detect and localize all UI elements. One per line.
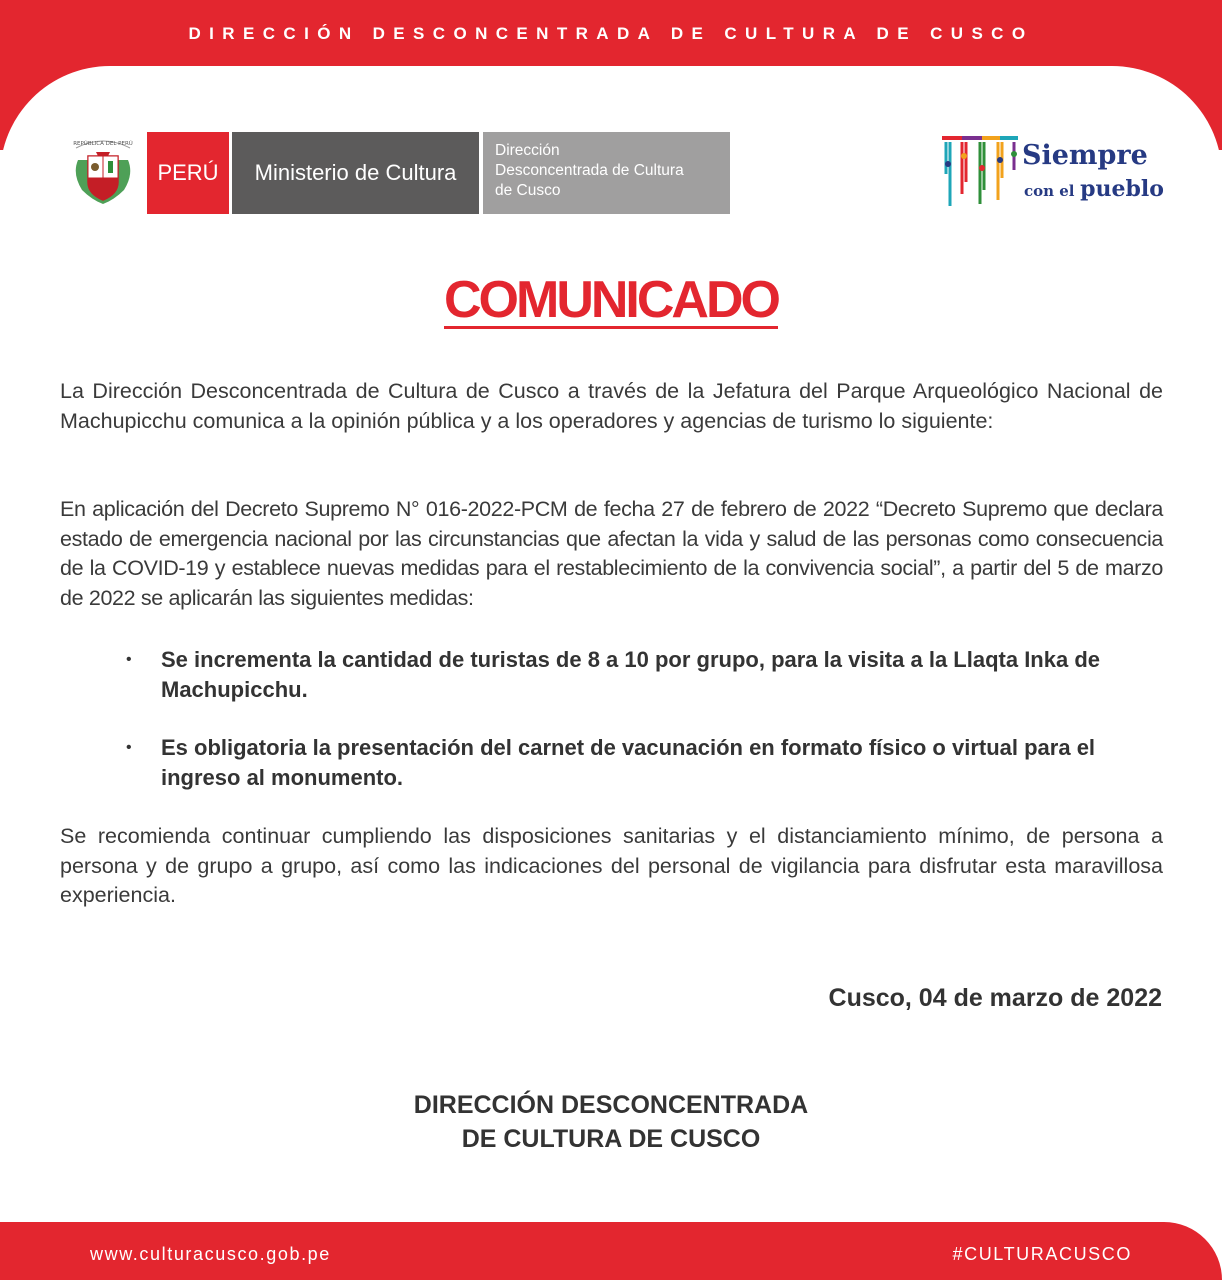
campaign-subtitle [1024,176,1164,202]
document-title-wrap [0,270,1222,330]
direccion-line-1: Dirección [495,142,560,159]
campaign-logo [940,134,1162,214]
campaign-sub-big: pueblo [1080,176,1164,202]
signature-block [0,1088,1222,1156]
peru-shield-icon [62,132,144,214]
signature-line-1: DIRECCIÓN DESCONCENTRADA [413,1091,809,1119]
shield-caption: REPÚBLICA DEL PERÚ [73,141,133,147]
intro-paragraph: La Dirección Desconcentrada de Cultura de Cusco a través de la Jefatura del Parque Arqueológico Nacional de Machupicchu comunica a la opinión pública y a los operadores y agencias de turismo lo siguiente: [60,379,1163,433]
footer-hashtag: #CULTURACUSCO [952,1244,1132,1264]
measure-text-2: Es obligatoria la presentación del carnet de vacunación en formato físico o virtual para el ingreso al monumento. [161,735,1096,790]
bullet-icon: • [126,739,132,756]
bullet-icon: • [126,651,132,668]
direccion-label [483,132,730,214]
document-date: Cusco, 04 de marzo de 2022 [828,984,1162,1012]
campaign-sub-small: con el [1024,182,1075,200]
decree-paragraph: En aplicación del Decreto Supremo N° 016-2022-PCM de fecha 27 de febrero de 2022 “Decreto Supremo que declara estado de emergencia nacional por las circunstancias que afectan la vida y salud de las personas como consecuencia de la COVID-19 y establece nuevas medidas para el restablecimiento de la convivencia social”, a partir del 5 de marzo de 2022 se aplicarán las siguientes medidas: [60,497,1163,610]
measure-text-1: Se incrementa la cantidad de turistas de 8 a 10 por grupo, para la visita a la Llaqta Inka de Machupicchu. [161,647,1100,702]
andean-weave-icon [940,134,1020,214]
peru-label: PERÚ [147,132,229,214]
direccion-line-3: de Cusco [495,182,561,199]
recommendation-paragraph: Se recomienda continuar cumpliendo las disposiciones sanitarias y el distanciamiento mínimo, de persona a persona y de grupo a grupo, así como las indicaciones del personal de vigilancia para disfrutar esta maravillosa experiencia. [60,824,1163,907]
signature-line-2: DE CULTURA DE CUSCO [461,1125,761,1153]
direccion-line-2: Desconcentrada de Cultura [495,162,684,179]
campaign-word: Siempre [1022,140,1148,171]
header-title: DIRECCIÓN DESCONCENTRADA DE CULTURA DE CUSCO [188,24,1034,43]
document-title: COMUNICADO [444,271,778,329]
ministerio-label: Ministerio de Cultura [232,132,479,214]
footer-url[interactable]: www.culturacusco.gob.pe [90,1244,331,1264]
